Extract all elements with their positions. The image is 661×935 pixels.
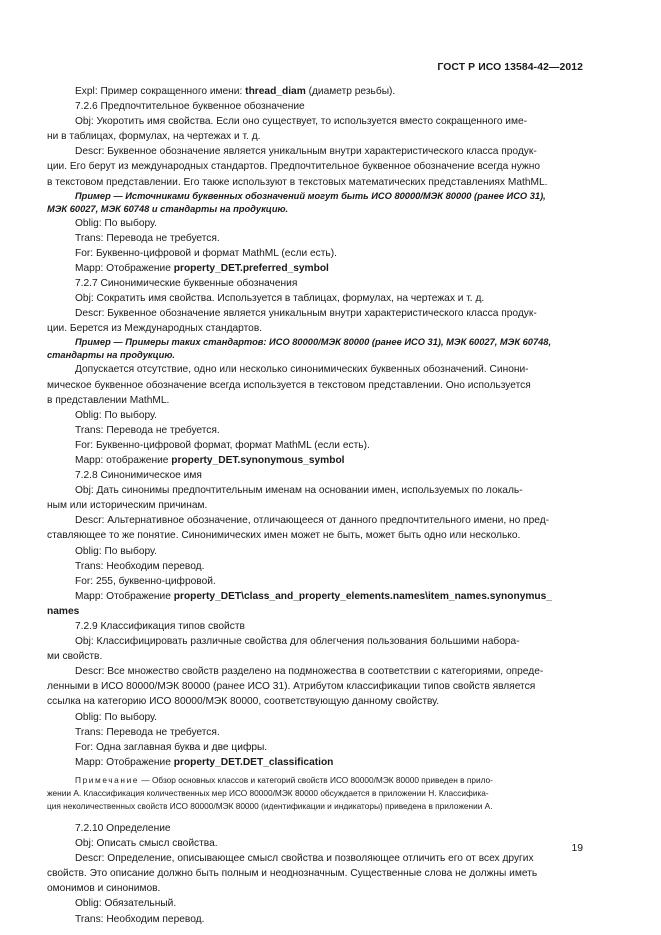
oblig-line: Oblig: Обязательный.	[75, 898, 177, 910]
note-label: Примечание	[75, 774, 140, 785]
note-line: Примечание — Обзор основных классов и категорий свойств ИСО 80000/МЭК 80000 приведен в прило-	[75, 774, 493, 785]
example-line: стандарты на продукцию.	[47, 350, 175, 361]
section-heading-7-2-10: 7.2.10 Определение	[75, 822, 171, 834]
trans-line: Trans: Перевода не требуется.	[75, 726, 220, 738]
oblig-line: Oblig: По выбору.	[75, 217, 157, 229]
descr-line: Descr: Буквенное обозначение является уникальным внутри характеристического класса продук-	[75, 308, 537, 320]
section-heading-7-2-7: 7.2.7 Синонимические буквенные обозначения	[75, 278, 298, 290]
descr-line: Descr: Альтернативное обозначение, отличающееся от данного предпочтительного имени, но пред-	[75, 515, 550, 527]
example-line: Пример — Примеры таких стандартов: ИСО 80000/МЭК 80000 (ранее ИСО 31), МЭК 60027, МЭК 60748,	[75, 337, 552, 348]
text-line: в представлении MathML.	[47, 394, 170, 406]
expl-line: Expl: Пример сокращенного имени: thread_diam (диаметр резьбы).	[75, 86, 396, 97]
mapp-continuation: names	[47, 605, 80, 617]
text-line: ции. Берется из Международных стандартов.	[47, 323, 263, 335]
trans-line: Trans: Необходим перевод.	[75, 913, 205, 925]
obj-line: Obj: Дать синонимы предпочтительным именам на основании имен, используемых по локаль-	[75, 485, 523, 497]
for-line: For: 255, буквенно-цифровой.	[75, 575, 216, 587]
oblig-line: Oblig: По выбору.	[75, 711, 157, 723]
trans-line: Trans: Необходим перевод.	[75, 560, 205, 572]
note-block	[47, 774, 584, 813]
descr-line: Descr: Все множество свойств разделено на подмножества в соответствии с категориями, опреде-	[75, 666, 544, 678]
text-line: ссылка на категорию ИСО 80000/МЭК 80000, соответствующую данному свойству.	[47, 696, 440, 708]
note-line: жении А. Классификация количественных мер ИСО 80000/МЭК 80000 обсуждается в приложении Н. Классифика-	[47, 787, 489, 798]
obj-line: Obj: Классифицировать различные свойства для облегчения пользования большими набора-	[75, 636, 520, 648]
text-line: свойств. Это описание должно быть полным и неоднозначным. Существенные слова не должны иметь	[47, 868, 538, 880]
obj-line: Obj: Укоротить имя свойства. Если оно существует, то используется вместо сокращенного име-	[75, 116, 528, 128]
trans-line: Trans: Перевода не требуется.	[75, 232, 220, 244]
obj-line: Obj: Сократить имя свойства. Используется в таблицах, формулах, на чертежах и т. д.	[75, 293, 485, 305]
for-line: For: Одна заглавная буква и две цифры.	[75, 741, 268, 753]
mapp-line: Mapp: Отображение property_DET\class_and_property_elements.names\item_names.synonymus_	[75, 590, 552, 602]
section-heading-7-2-8: 7.2.8 Синонимическое имя	[75, 470, 202, 482]
section-heading-7-2-6: 7.2.6 Предпочтительное буквенное обозначение	[75, 101, 305, 113]
mapp-line: Mapp: отображение property_DET.synonymous_symbol	[75, 454, 345, 466]
descr-line: Descr: Определение, описывающее смысл свойства и позволяющее отличить его от всех других	[75, 853, 534, 865]
page-number: 19	[571, 843, 583, 854]
descr-line: Descr: Буквенное обозначение является уникальным внутри характеристического класса продук-	[75, 146, 537, 158]
text-line: Допускается отсутствие, одно или несколько синонимических буквенных обозначений. Синони-	[75, 364, 529, 376]
example-line: Пример — Источниками буквенных обозначений могут быть ИСО 80000/МЭК 80000 (ранее ИСО 31),	[75, 190, 546, 201]
oblig-line: Oblig: По выбору.	[75, 545, 157, 557]
page-body	[47, 84, 584, 927]
oblig-line: Oblig: По выбору.	[75, 409, 157, 421]
note-line: ция неколичественных свойств ИСО 80000/МЭК 80000 (идентификации и индикаторы) приведена в приложении А.	[47, 800, 493, 811]
mapp-line: Mapp: Отображение property_DET.DET_classification	[75, 756, 334, 768]
obj-line: Obj: Описать смысл свойства.	[75, 838, 218, 850]
text-line: ми свойств.	[47, 651, 103, 663]
text-line: ставляющее то же понятие. Синонимических имен может не быть, может быть одно или несколько.	[47, 530, 521, 542]
for-line: For: Буквенно-цифровой формат, формат MathML (если есть).	[75, 439, 370, 451]
mapp-line: Mapp: Отображение property_DET.preferred_symbol	[75, 262, 329, 274]
text-line: ции. Его берут из международных стандартов. Предпочтительное буквенное обозначение всегда нужно	[47, 161, 541, 173]
for-line: For: Буквенно-цифровой и формат MathML (если есть).	[75, 247, 337, 259]
example-line: МЭК 60027, МЭК 60748 и стандарты на продукцию.	[47, 203, 289, 214]
section-heading-7-2-9: 7.2.9 Классификация типов свойств	[75, 621, 245, 632]
text-line: ным или историческим причинам.	[47, 500, 208, 512]
text-line: мическое буквенное обозначение всегда используется в текстовом представлении. Оно используется	[47, 379, 531, 391]
text-line: ни в таблицах, формулах, на чертежах и т. д.	[47, 131, 261, 143]
text-line: омонимов и синонимов.	[47, 883, 161, 895]
trans-line: Trans: Перевода не требуется.	[75, 424, 220, 436]
text-line: в текстовом представлении. Его также используют в текстовых математических представлениях MathML.	[47, 176, 548, 188]
text-line: ленными в ИСО 80000/МЭК 80000 (ранее ИСО 31). Атрибутом классификации типов свойств является	[47, 681, 536, 693]
document-code-header: ГОСТ Р ИСО 13584-42—2012	[437, 62, 583, 73]
